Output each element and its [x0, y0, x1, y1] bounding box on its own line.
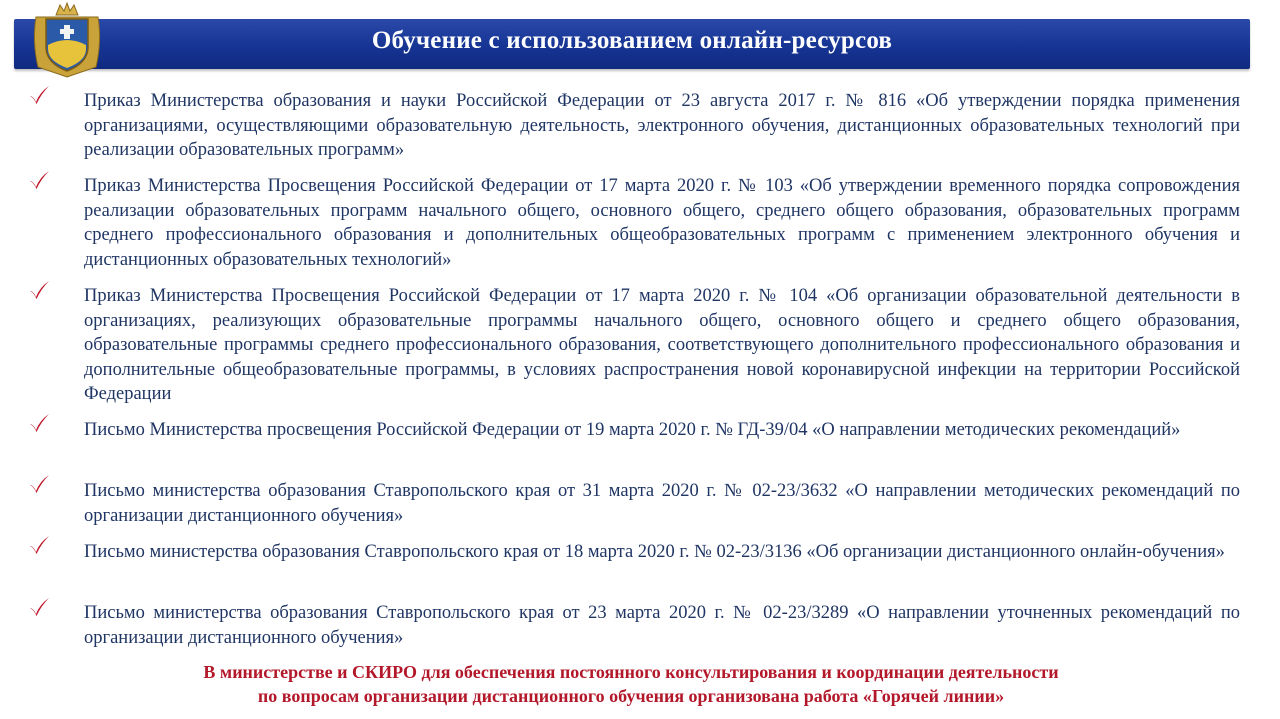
- hotline-notice: [0, 660, 1262, 708]
- list-item: Приказ Министерства Просвещения Российской Федерации от 17 марта 2020 г. № 104 «Об организации образовательной деятельности в организациях, реализующих образовательные программы начального общего, основного общего и среднего общего образования, образовательные программы среднего профессионального образования, соответствующего дополнительного профессионального образования и дополнительные общеобразовательные программы, в условиях распространения новой коронавирусной инфекции на территории Российской Федерации: [84, 286, 1240, 404]
- page-title: Обучение с использованием онлайн-ресурсов: [371, 27, 893, 54]
- list-item: Письмо министерства образования Ставропольского края от 31 марта 2020 г. № 02-23/3632 «О направлении методических рекомендаций по организации дистанционного обучения»: [84, 481, 1240, 526]
- checkmark-icon: [27, 83, 51, 107]
- list-item: Письмо министерства образования Ставропольского края от 23 марта 2020 г. № 02-23/3289 «О направлении уточненных рекомендаций по организации дистанционного обучения»: [84, 603, 1240, 648]
- list-item: Письмо министерства образования Ставропольского края от 18 марта 2020 г. № 02-23/3136 «Об организации дистанционного онлайн-обучения»: [84, 542, 1225, 562]
- notice-line-2: по вопросам организации дистанционного обучения организована работа «Горячей линии»: [257, 686, 1005, 706]
- header-bar: [14, 19, 1250, 69]
- coat-of-arms-icon: [30, 1, 104, 79]
- checkmark-icon: [27, 533, 51, 557]
- checkmark-icon: [27, 278, 51, 302]
- checkmark-icon: [27, 411, 51, 435]
- checkmark-icon: [27, 595, 51, 619]
- list-item: Письмо Министерства просвещения Российской Федерации от 19 марта 2020 г. № ГД-39/04 «О направлении методических рекомендаций»: [84, 420, 1181, 440]
- list-item: Приказ Министерства образования и науки Российской Федерации от 23 августа 2017 г. № 816 «Об утверждении порядка применения организациями, осуществляющими образовательную деятельность, электронного обучения, дистанционных образовательных технологий при реализации образовательных программ»: [84, 91, 1240, 160]
- list-item: Приказ Министерства Просвещения Российской Федерации от 17 марта 2020 г. № 103 «Об утверждении временного порядка сопровождения реализации образовательных программ начального общего, основного общего, среднего общего образования, образовательных программ среднего профессионального образования и дополнительных общеобразовательных программ с применением электронного обучения и дистанционных образовательных технологий»: [84, 176, 1240, 270]
- checkmark-icon: [27, 472, 51, 496]
- checkmark-icon: [27, 168, 51, 192]
- notice-line-1: В министерстве и СКИРО для обеспечения постоянного консультирования и координации деятельности: [203, 662, 1059, 682]
